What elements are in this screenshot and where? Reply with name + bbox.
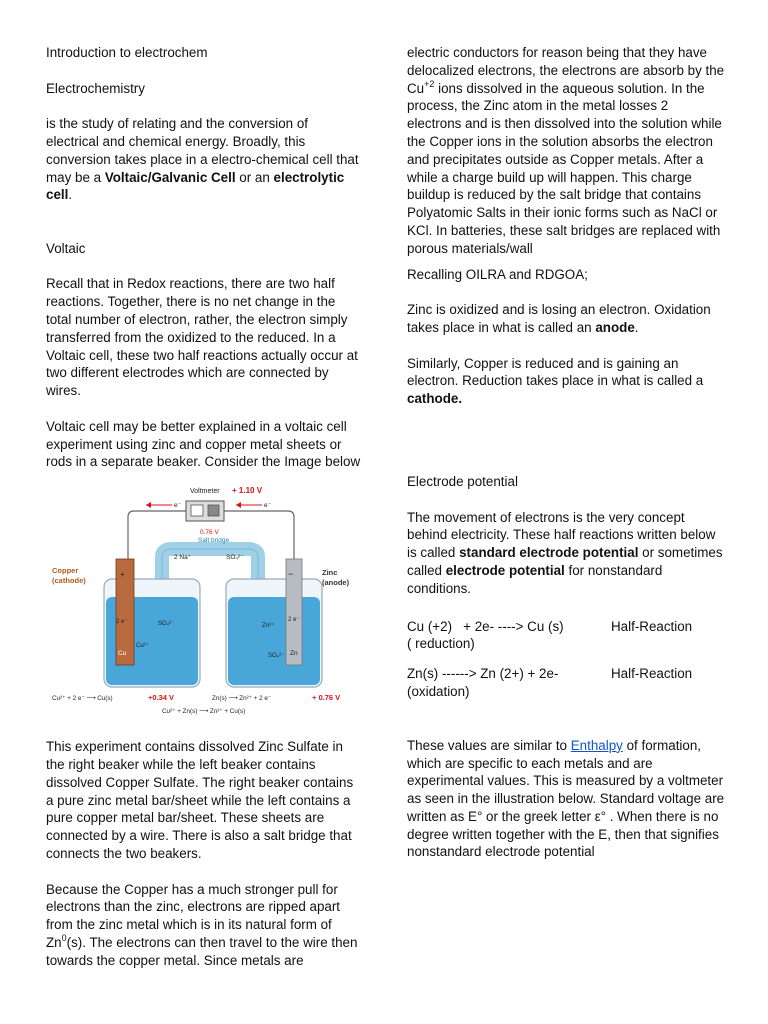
because-paragraph (46, 881, 362, 970)
standard-electrode-potential-term: standard electrode potential (459, 545, 639, 561)
salt-bridge-so4-ion: SO₄²⁻ (226, 554, 244, 562)
enthalpy-link[interactable]: Enthalpy (570, 737, 623, 753)
zinc-electrode-label: Zn (290, 650, 298, 658)
right-column (407, 44, 725, 861)
voltmeter-reading: + 1.10 V (232, 486, 263, 496)
values-paragraph (407, 737, 725, 862)
movement-paragraph (407, 509, 725, 598)
anode-minus-sign: − (288, 569, 294, 580)
movement-text-1: The movement of electrons is the very concept behind electricity. These half reactions written below is called (407, 509, 716, 561)
intro-text-3: . (68, 187, 73, 203)
experiment-paragraph: Voltaic cell may be better explained in a voltaic cell experiment using zinc and copper metal sheets or rods in a separate beaker. Consider the Image below (46, 418, 361, 470)
copper-text-1: Similarly, Copper is reduced and is gaining an electron. Reduction takes place in what is called a (407, 355, 704, 389)
right-sulfate-label: SO₄²⁻ (268, 653, 285, 660)
copper-half-reaction-label: Half-Reaction (611, 618, 693, 634)
values-text-1: These values are similar to (407, 737, 571, 753)
zinc-half-reaction-row (407, 665, 725, 701)
salt-bridge-label: Salt bridge (198, 537, 230, 545)
reduction-note: ( reduction) (407, 636, 475, 652)
copper-electron-label: 2 e⁻ (116, 619, 128, 626)
continuation-text-1: electric conductors for reason being that they have delocalized electrons, the electrons are absorb by the Cu (407, 45, 725, 96)
section-heading-electrochemistry: Electrochemistry (46, 80, 145, 96)
zinc-half-reaction: Zn(s) ⟶ Zn²⁺ + 2 e⁻ (212, 695, 272, 703)
voltaic-cell-figure (50, 479, 360, 715)
zinc-half-reaction-label: Half-Reaction (611, 666, 693, 682)
experiment-description: This experiment contains dissolved Zinc Sulfate in the right beaker while the left beaker contains dissolved Copper Sulfate. The right beaker contains a pure zinc metal bar/sheet while the left contains a pure copper metal bar/sheet. These sheets are connected by a wire. There is also a salt bridge that connects the two beakers. (46, 739, 354, 861)
left-sulfate-label: SO₄²⁻ (158, 621, 175, 628)
zinc-oxidation-state: 0 (61, 932, 67, 943)
zinc-text-2: . (634, 319, 639, 335)
recalling-line: Recalling OILRA and RDGOA; (407, 266, 588, 282)
copper-electrode-label: Cu (118, 650, 127, 658)
values-text-2: of formation, which are specific to each metals and are experimental values. This is measured by a voltmeter as seen in the illustration below. Standard voltage are written as E° or the greek letter ε° . When there is no degree written together with the E, then that signifies nonstandard electrode potential (407, 737, 725, 860)
copper-label: Copper (52, 566, 79, 576)
movement-text-3: for nonstandard conditions. (407, 562, 663, 596)
cathode-plus-sign: + (120, 570, 125, 580)
electrolytic-cell-term: electrolytic cell (46, 169, 345, 203)
section-heading-voltaic: Voltaic (46, 240, 86, 256)
because-text-1: Because the Copper has a much stronger pull for electrons than the zinc, electrons are ripped apart from the zinc metal which is in its natural form of Zn (46, 881, 341, 950)
zinc-equation: Zn(s) ------> Zn (2+) + 2e- (407, 666, 559, 682)
copper-half-reaction: Cu²⁺ + 2 e⁻ ⟶ Cu(s) (52, 695, 113, 703)
zinc-text-1: Zinc is oxidized and is losing an electron. Oxidation takes place in what is called an (407, 302, 711, 335)
overall-reaction: Cu²⁺ + Zn(s) ⟶ Zn²⁺ + Cu(s) (162, 708, 246, 716)
copper-half-reaction-row (407, 618, 725, 654)
copper-ion-label: Cu²⁺ (136, 643, 149, 650)
zinc-label: Zinc (322, 568, 338, 578)
intro-text-1: is the study of relating and the conversion of electrical and chemical energy. Broadly, this conversion takes place in a electro-chemical cell that may be a (46, 116, 359, 185)
mid-voltage-label: 0.76 V (200, 529, 219, 537)
movement-text-2: or sometimes called (407, 545, 723, 578)
copper-potential: +0.34 V (148, 693, 175, 703)
continuation-text-2: ions dissolved in the aqueous solution. In the process, the Zinc atom in the metal losses 2 electrons and is then dissolved into the solution while the Copper ions in the solution absorbs the electron and precipitates outside as Copper metals. After a while a charge build up will happen. This charge buildup is reduced by the salt bridge that contains Polyatomic Salts in their ionic forms such as NaCl or KCl. In batteries, these salt bridges are replaced with porous materials/wall (407, 80, 722, 256)
zinc-electron-label: 2 e⁻ (288, 617, 300, 624)
zinc-potential: + 0.76 V (312, 693, 341, 703)
copper-reduced-paragraph (407, 355, 725, 408)
voltmeter-label: Voltmeter (190, 488, 220, 496)
electron-right-label: e⁻ (264, 502, 272, 510)
salt-bridge-na-ion: 2 Na⁺ (174, 554, 192, 562)
recall-paragraph: Recall that in Redox reactions, there are two half reactions. Together, there is no net change in the total number of electron, rather, the electron simply transferred from the oxidized to the reduced. In a Voltaic cell, these two half reactions actually occur at two different electrodes which are connected by wires. (46, 276, 358, 399)
copper-ion-charge: +2 (424, 78, 435, 89)
electron-left-label: e⁻ (174, 502, 182, 510)
zinc-ion-label: Zn²⁺ (262, 623, 275, 630)
document-title: Introduction to electrochem (46, 45, 208, 60)
voltaic-galvanic-term: Voltaic/Galvanic Cell (104, 169, 236, 185)
anode-label: (anode) (322, 578, 350, 588)
because-text-2: (s). The electrons can then travel to the wire then towards the copper metal. Since metals are (46, 934, 358, 968)
anode-term: anode (595, 319, 635, 335)
copper-equation: Cu (+2) + 2e- ----> Cu (s) (407, 618, 564, 634)
electrode-potential-term: electrode potential (445, 562, 565, 578)
continuation-paragraph (407, 44, 725, 258)
cathode-term: cathode. (407, 391, 463, 407)
oxidation-note: (oxidation) (407, 683, 470, 699)
section-heading-electrode-potential: Electrode potential (407, 473, 518, 489)
cathode-label: (cathode) (52, 576, 86, 586)
zinc-oxidized-paragraph (407, 301, 725, 337)
intro-paragraph (46, 115, 362, 204)
left-column (46, 44, 362, 969)
intro-text-2: or an (235, 169, 274, 185)
